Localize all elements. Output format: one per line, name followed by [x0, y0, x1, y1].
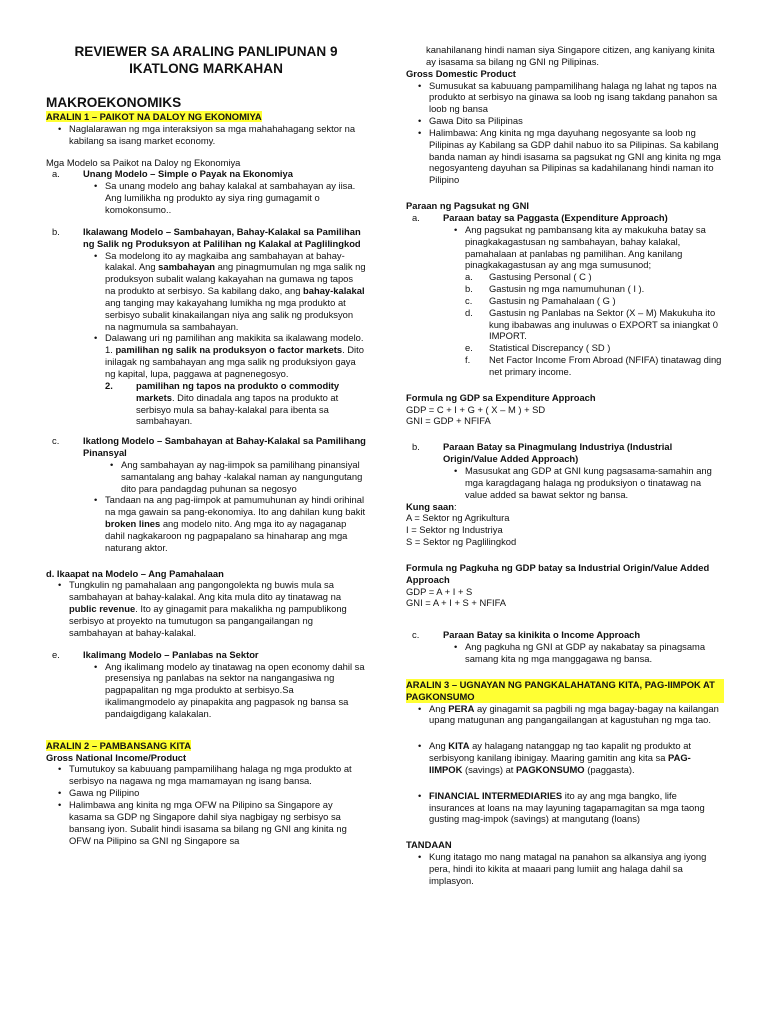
paraan-heading: Paraan ng Pagsukat ng GNI [406, 200, 529, 212]
doc-title-line1: REVIEWER SA ARALING PANLIPUNAN 9 [74, 44, 338, 59]
income-bullet: • Ang pagkuha ng GNI at GDP ay nakabatay sa pinagsama samang kita ng mga manggagawa ng bansa. [465, 641, 724, 665]
income-label: c. [412, 629, 420, 641]
expenditure-items [465, 271, 724, 378]
gdp-bullets [406, 80, 724, 187]
gdp-bullet2: • Gawa Dito sa Pilipinas [429, 115, 724, 127]
model-d-title: d. Ikaapat na Modelo – Ang Pamahalaan [46, 567, 224, 579]
aralin3-heading: ARALIN 3 – UGNAYAN NG PANGKALAHATANG KITA, PAG-IIMPOK AT PAGKONSUMO [406, 679, 724, 703]
expenditure-item: f. Net Factor Income From Abroad (NFIFA) tinatawag ding net primary income. [465, 354, 722, 377]
aralin2-heading: ARALIN 2 – PAMBANSANG KITA [46, 739, 191, 751]
left-column [46, 0, 366, 846]
model-c [46, 435, 366, 553]
models-intro: Mga Modelo sa Paikot na Daloy ng Ekonomiya [46, 156, 241, 168]
model-b-bullet1: • Sa modelong ito ay magkaiba ang sambahayan at bahay-kalakal. Ang sambahayan ang pinagmumulan ng mga salik ng produksyon subalit walang kakayahan na gumawa ng tapos na produkto at serbisyo. Sa kabilang dako, ang bahay-kalakal ang tanging may kakayahang lumikha ng mga produkto at serbisyo subalit kinakailangan niya ang salik ng produksyon na nagmumula sa sambahayan. [105, 250, 366, 333]
aralin1-bullets [46, 123, 366, 147]
kung-saan-label: Kung saan: [406, 500, 457, 512]
industrial-label: b. [412, 441, 420, 453]
aralin1-bullet: • Naglalarawan ng mga interaksiyon sa mga mahahahagang sektor na kabilang sa isang market economy. [69, 123, 366, 147]
doc-title [46, 44, 366, 78]
aralin1-heading: ARALIN 1 – PAIKOT NA DALOY NG EKONOMIYA [46, 111, 262, 123]
expenditure-approach [406, 212, 724, 378]
formula2-heading: Formula ng Pagkuha ng GDP batay sa Industrial Origin/Value Added Approach [406, 561, 710, 585]
model-b-title: Ikalawang Modelo – Sambahayan, Bahay-Kalakal sa Pamilihan ng Salik ng Produksyon at Palilihan ng Kalakal at Paglilingkod [83, 225, 361, 249]
expenditure-item: d. Gastusin ng Panlabas na Sektor (X – M) Makukuha ito kung ibabawas ang inuluwas o EXPORT sa iniangkat 0 IMPORT. [465, 306, 718, 342]
gni-bullets [46, 763, 366, 846]
gni-bullet3: • Halimbawa ang kinita ng mga OFW na Pilipino sa Singapore ay kasama sa GDP ng Singapore dahil siya nagbigay ng serbisyo sa bansang iyon. Subalit hindi isasama sa bilang ng GNI ang kinita ng OFW na Pilipino sa GNI ng Singapore sa [69, 799, 366, 846]
model-e [46, 649, 366, 720]
model-e-title: Ikalimang Modelo – Panlabas na Sektor [83, 648, 259, 660]
model-c-bullet1: • Ang sambahayan ay nag-iimpok sa pamilihang pinansiyal samantalang ang bahay -kalakal naman ay nangungutang dito para pandagdag puhunan sa negosyo [121, 459, 366, 495]
income-title: Paraan Batay sa kinikita o Income Approach [443, 629, 641, 641]
model-c-title: Ikatlong Modelo – Sambahayan at Bahay-Kalakal sa Pamilihang Pinansyal [83, 435, 366, 459]
gni-bullet1: • Tumutukoy sa kabuuang pampamilihang halaga ng mga produkto at serbisyo na nagawa ng mga mamamayan ng isang bansa. [69, 763, 366, 787]
sector-line: I = Sektor ng Industriya [406, 524, 503, 536]
model-e-bullet: • Ang ikalimang modelo ay tinatawag na open economy dahil sa presensiya ng panlabas na sektor na nangangasiwa ng pagpapalitan ng mga produkto at serbisyo.Sa ikalimangmodelo ay pinapakita ang pagpasok ng bansa sa pandaigdigang kalakalan. [105, 661, 366, 720]
expenditure-item: c. Gastusin ng Pamahalaan ( G ) [465, 294, 616, 306]
model-b-bullet2: • Dalawang uri ng pamilihan ang makikita sa ikalawang modelo. 1. pamilihan ng salik na produksyon o factor markets. Dito inilagak ng sambahayan ang mga salik ng produksiyon gaya ng kapital, lupa, paggawa at pagnenegosyo. 2. pamilihan ng tapos na produkto o commodity markets. Dito dinadala ang tapos na produkto at serbisyo mula sa bahay-kalakal para ibenta sa sambahayan. [105, 332, 366, 427]
aralin3-bullets [406, 703, 724, 826]
expenditure-item: b. Gastusin ng mga namumuhunan ( I ). [465, 283, 645, 295]
industrial-approach [406, 441, 724, 500]
formula1-line1: GDP = C + I + G + ( X – M ) + SD [406, 403, 546, 415]
industrial-bullet: • Masusukat ang GDP at GNI kung pagsasama-samahin ang mga karagdagang halaga ng produksiyon o tinatawag na value added sa bawat sektor ng bansa. [465, 465, 724, 501]
factor-markets-item: 1. pamilihan ng salik na produksyon o factor markets. Dito inilagak ng sambahayan ang mga salik ng produksiyon gaya ng kapital, lupa, paggawa at pagnenegosyo. [105, 344, 364, 379]
expenditure-bullet: • Ang pagsukat ng pambansang kita ay makukuha batay sa pinagkakagastusan ng sambahayan, bahay kalakal, pamahalaan at panlabas ng pamilihan. Ang kanilang pinagkakagastusan ay ang mga sumusunod; a. Gastusing Personal ( C ) b. Gastusin ng mga namumuhunan ( I ). c. Gastusin ng Pamahalaan ( G ) d. Gastusin ng Panlabas na Sektor (X – M) Makukuha ito kung ibabawas ang inuluwas o EXPORT sa iniangkat 0 IMPORT. e. Statistical Discrepancy ( SD ) f. Net Factor Income From Abroad (NFIFA) tinatawag ding net primary income. [465, 224, 724, 378]
gni-continuation: kanahilanang hindi naman siya Singapore citizen, ang kaniyang kinita ay isasama sa bilang ng GNI ng Pilipinas. [426, 44, 715, 67]
model-a-title: Unang Modelo – Simple o Payak na Ekonomiya [83, 168, 293, 180]
sector-line: S = Sektor ng Paglilingkod [406, 536, 517, 548]
model-c-bullet2: • Tandaan na ang pag-iimpok at pamumuhunan ay hindi orihinal na mga gawain sa pang-ekonomiya. Ito ang dahilan kung bakit broken lines ang modelo nito. Ang mga ito ay nagaganap dahil nagkakaroon ng pagpapalano sa hinaharap ang mga naturang aktor. [105, 494, 366, 553]
formula2-line1: GDP = A + I + S [406, 585, 473, 597]
formula2-line2: GNI = A + I + S + NFIFA [406, 597, 507, 609]
financial-intermediaries-bullet: • FINANCIAL INTERMEDIARIES ito ay ang mga bangko, life insurances at loans na may layuning tagapamagitan sa mga taong gusting mag-impok (savings) at mangutang (loans) [429, 790, 724, 826]
model-e-label: e. [52, 648, 60, 660]
model-b [46, 226, 366, 427]
expenditure-title: Paraan batay sa Paggasta (Expenditure Approach) [443, 211, 668, 223]
pera-bullet: • Ang PERA ay ginagamit sa pagbili ng mga bagay-bagay na kailangan upang matugunan ang pangangailangan at kagustuhan ng mga tao. [429, 703, 724, 727]
gdp-bullet3: • Halimbawa: Ang kinita ng mga dayuhang negosyante sa loob ng Pilipinas ay Kabilang sa GDP dahil nabuo ito sa Pilipinas. Sa kabilang banda naman ay hindi isasama sa pagsukat ng GNI ang kinita ng mga negosyanteng dayuhan sa Pilipinas sa kadahilanang hindi naman ito Pilipino [429, 127, 724, 186]
model-d-bullet: • Tungkulin ng pamahalaan ang pangongolekta ng buwis mula sa sambahayan at bahay-kalakal. Ang kita mula dito ay tinatawag na public revenue. Ito ay ginagamit para makalikha ng pampublikong serbisyo at proyekto na tumutugon sa pangangailangan ng sambahayan at bahay-kalakal. [69, 579, 366, 638]
right-column [406, 0, 724, 887]
tandaan-heading: TANDAAN [406, 839, 452, 851]
sector-line: A = Sektor ng Agrikultura [406, 512, 510, 524]
model-c-label: c. [52, 435, 60, 447]
model-b-label: b. [52, 225, 60, 237]
gni-bullet2: • Gawa ng Pilipino [69, 787, 366, 799]
model-a-bullet: • Sa unang modelo ang bahay kalakal at sambahayan ay iisa. Ang lumilikha ng produkto ay siya ring gumagamit o komokonsumo.. [105, 180, 366, 216]
expenditure-label: a. [412, 211, 420, 223]
model-a-label: a. [52, 168, 60, 180]
income-approach [406, 629, 724, 665]
tandaan-bullet: • Kung itatago mo nang matagal na panahon sa alkansiya ang iyong pera, hindi ito kikita at maaari pang lumiit ang halaga dahil sa implasyon. [429, 851, 724, 887]
section-heading: MAKROEKONOMIKS [46, 94, 182, 110]
gdp-bullet1: • Sumusukat sa kabuuang pampamilihang halaga ng lahat ng tapos na produkto at serbisyo na ginawa sa loob ng isang takdang panahon sa loob ng bansa [429, 80, 724, 116]
formula1-line2: GNI = GDP + NFIFA [406, 415, 491, 427]
commodity-markets-item: 2. pamilihan ng tapos na produkto o commodity markets. Dito dinadala ang tapos na produkto at serbisyo mula sa bahay-kalakal para ibenta sa sambahayan. [105, 379, 340, 427]
model-a [46, 168, 366, 215]
kita-bullet: • Ang KITA ay halagang natanggap ng tao kapalit ng produkto at serbisyong kanilang ibinigay. Maaring gamitin ang kita sa PAG-IIMPOK (savings) at PAGKONSUMO (paggasta). [429, 740, 724, 776]
gni-heading: Gross National Income/Product [46, 751, 187, 763]
expenditure-item: e. Statistical Discrepancy ( SD ) [465, 342, 611, 354]
industrial-title: Paraan Batay sa Pinagmulang Industriya (Industrial Origin/Value Added Approach) [443, 441, 673, 465]
doc-title-line2: IKATLONG MARKAHAN [129, 60, 283, 76]
expenditure-item: a. Gastusing Personal ( C ) [465, 271, 592, 283]
formula1-heading: Formula ng GDP sa Expenditure Approach [406, 391, 596, 403]
gdp-heading: Gross Domestic Product [406, 67, 516, 79]
